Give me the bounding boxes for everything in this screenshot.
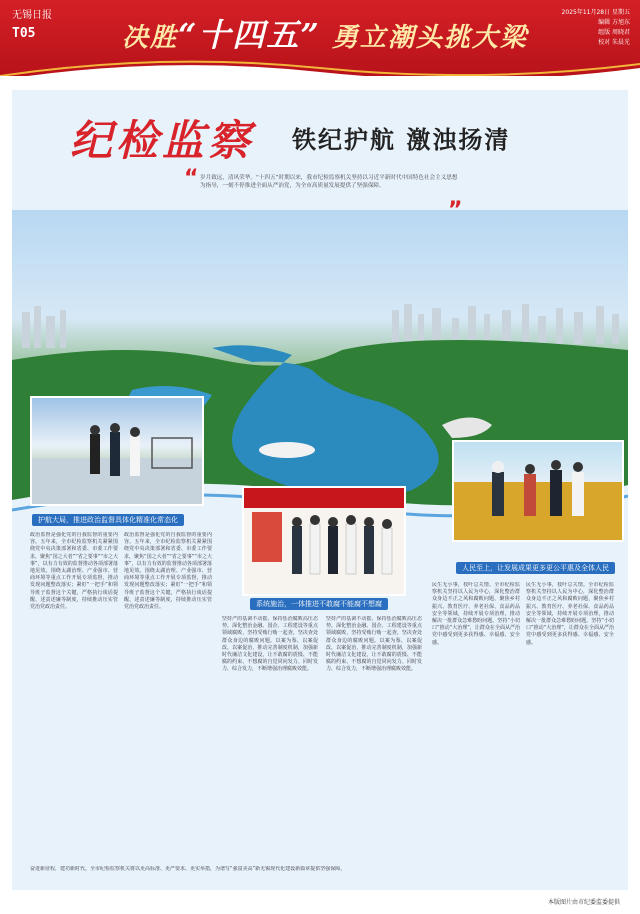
layout-credit: 组版 周晓君	[598, 29, 630, 36]
closing-paragraph: 奋进新征程，建功新时代。全市纪检监察机关将以更高标准、更严要求、更实举措，为谱写“强富美高”新无锡现代化建设新篇章提供坚强保障。	[30, 866, 346, 872]
section-label-middle: 系统施治，一体推进不敢腐不能腐不想腐	[250, 598, 388, 610]
open-quote-icon: “	[184, 166, 199, 191]
banner-big: “十四五”	[178, 16, 321, 54]
section-label-left: 护航大局，推进政治监督具体化精准化常态化	[32, 514, 184, 526]
exhibition-figures	[244, 488, 404, 594]
issue-info	[562, 8, 630, 48]
page-number: T05	[12, 26, 36, 41]
section-title: 纪检监察	[70, 116, 255, 165]
title-area	[12, 90, 628, 220]
proof-credit: 校对 朱晨光	[598, 39, 630, 46]
article-headline: 铁纪护航 激浊扬清	[292, 126, 511, 154]
riverside-inspection-photo	[30, 396, 204, 506]
section-label-right: 人民至上，让发展成果更多更公平惠及全体人民	[456, 562, 615, 574]
banner-post: 勇立潮头挑大梁	[331, 23, 528, 53]
column-middle-2: 坚持严的基调不动摇，保持惩治腐败高压态势。深化整治金融、国企、工程建设等重点领域腐败，坚持受贿行贿一起查，坚决查处群众身边的腐败问题。以案为鉴、以案促改、以案促治，推动完善制度机制，加强新时代廉洁文化建设，让不敢腐的震慑、不能腐的约束、不想腐的自觉同向发力、同时发力、综合发力，不断增强治理腐败效能。	[326, 616, 422, 673]
inspection-figures	[32, 398, 202, 504]
farmland-visit-photo	[452, 440, 624, 542]
lede-paragraph: 岁月致远，清风荣华。“十四五”时期以来，我市纪检监察机关坚持以习近平新时代中国特色社会主义思想为指导，一刻不停推进全面从严治党，为全市高质量发展提供了坚强保障。	[200, 175, 458, 189]
paper-name: 无锡日报	[12, 10, 52, 21]
column-middle-1: 坚持严的基调不动摇，保持惩治腐败高压态势。深化整治金融、国企、工程建设等重点领域腐败，坚持受贿行贿一起查，坚决查处群众身边的腐败问题。以案为鉴、以案促改、以案促治，推动完善制度机制，加强新时代廉洁文化建设，让不敢腐的震慑、不能腐的约束、不想腐的自觉同向发力、同时发力、综合发力，不断增强治理腐败效能。	[222, 616, 318, 673]
farmland-figures	[454, 442, 622, 540]
photo-credit: 本版图片由市纪委监委提供	[547, 899, 620, 906]
banner-pre: 决胜	[122, 23, 179, 53]
article-body	[12, 90, 628, 890]
masthead	[0, 0, 640, 76]
header-wave	[0, 50, 640, 76]
footer	[12, 895, 628, 911]
column-right-2: 民生无小事，枝叶总关情。全市纪检监察机关坚持以人民为中心，深化整治群众身边不正之风和腐败问题，聚焦乡村振兴、教育医疗、养老社保、食品药品安全等领域，持续开展专项治理，推动解决一批群众急难愁盼问题。坚持“小切口”推动“大治理”，让群众在全面从严治党中感受到更多获得感、幸福感、安全感。	[526, 582, 614, 646]
exhibition-visit-photo	[242, 486, 406, 596]
column-left-2: 政治监督是强化党的自我监督的重要内容。五年来，全市纪检监察机关紧紧围绕党中央决策部署和省委、市委工作要求，聚焦“国之大者”“省之要事”“市之大事”，以有力有效的监督推动各项部署落地见效。围绕太湖治理、产业强市、营商环境等重点工作开展专项监督，推动发现问题整改落实；紧盯“一把手”和领导班子监督这个关键，严格执行谈话提醒、述责述廉等制度，持续推动压实管党治党政治责任。	[124, 532, 212, 611]
column-left-1: 政治监督是强化党的自我监督的重要内容。五年来，全市纪检监察机关紧紧围绕党中央决策部署和省委、市委工作要求，聚焦“国之大者”“省之要事”“市之大事”，以有力有效的监督推动各项部署落地见效。围绕太湖治理、产业强市、营商环境等重点工作开展专项监督，推动发现问题整改落实；紧盯“一把手”和领导班子监督这个关键，严格执行谈话提醒、述责述廉等制度，持续推动压实管党治党政治责任。	[30, 532, 118, 611]
editor-credit: 编辑 方旭东	[598, 19, 630, 26]
column-right-1: 民生无小事，枝叶总关情。全市纪检监察机关坚持以人民为中心，深化整治群众身边不正之风和腐败问题，聚焦乡村振兴、教育医疗、养老社保、食品药品安全等领域，持续开展专项治理，推动解决一批群众急难愁盼问题。坚持“小切口”推动“大治理”，让群众在全面从严治党中感受到更多获得感、幸福感、安全感。	[432, 582, 520, 646]
issue-date: 2025年11月28日 星期五	[561, 9, 630, 16]
